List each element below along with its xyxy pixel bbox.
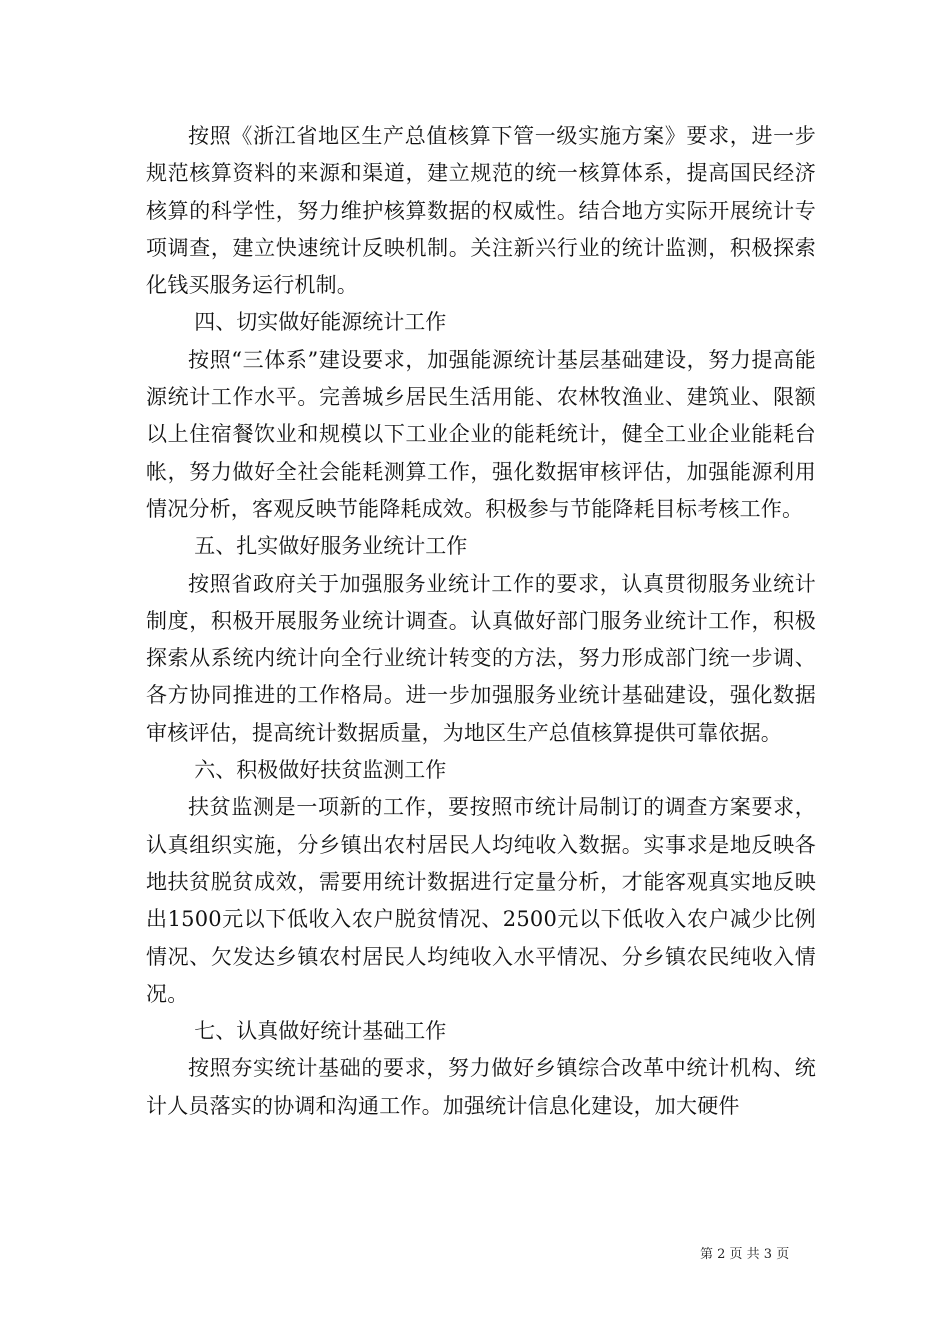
page-number-footer: 第 2 页 共 3 页 [700, 1247, 790, 1262]
section-heading-poverty: 六、积极做好扶贫监测工作 [194, 758, 447, 783]
section-heading-foundation: 七、认真做好统计基础工作 [194, 1019, 447, 1044]
section-heading-service: 五、扎实做好服务业统计工作 [194, 534, 468, 559]
paragraph-service-statistics: 按照省政府关于加强服务业统计工作的要求，认真贯彻服务业统计制度，积极开展服务业统计调查。认真做好部门服务业统计工作，积极探索从系统内统计向全行业统计转变的方法，努力形成部门统一步调、各方协同推进的工作格局。进一步加强服务业统计基础建设，强化数据审核评估，提高统计数据质量，为地区生产总值核算提供可靠依据。 [146, 571, 816, 745]
paragraph-poverty-monitoring: 扶贫监测是一项新的工作，要按照市统计局制订的调查方案要求，认真组织实施，分乡镇出农村居民人均纯收入数据。实事求是地反映各地扶贫脱贫成效，需要用统计数据进行定量分析，才能客观真实地反映出1500元以下低收入农户脱贫情况、2500元以下低收入农户减少比例情况、欠发达乡镇农村居民人均纯收入水平情况、分乡镇农民纯收入情况。 [146, 795, 816, 1006]
paragraph-gdp-accounting: 按照《浙江省地区生产总值核算下管一级实施方案》要求，进一步规范核算资料的来源和渠道，建立规范的统一核算体系，提高国民经济核算的科学性，努力维护核算数据的权威性。结合地方实际开展统计专项调查，建立快速统计反映机制。关注新兴行业的统计监测，积极探索化钱买服务运行机制。 [146, 124, 816, 298]
document-body [146, 118, 816, 1125]
section-heading-energy: 四、切实做好能源统计工作 [194, 310, 447, 335]
paragraph-energy-statistics: 按照“三体系”建设要求，加强能源统计基层基础建设，努力提高能源统计工作水平。完善城乡居民生活用能、农林牧渔业、建筑业、限额以上住宿餐饮业和规模以下工业企业的能耗统计，健全工业企业能耗台帐，努力做好全社会能耗测算工作，强化数据审核评估，加强能源利用情况分析，客观反映节能降耗成效。积极参与节能降耗目标考核工作。 [146, 347, 816, 521]
paragraph-statistical-foundation: 按照夯实统计基础的要求，努力做好乡镇综合改革中统计机构、统计人员落实的协调和沟通工作。加强统计信息化建设，加大硬件 [146, 1056, 816, 1118]
